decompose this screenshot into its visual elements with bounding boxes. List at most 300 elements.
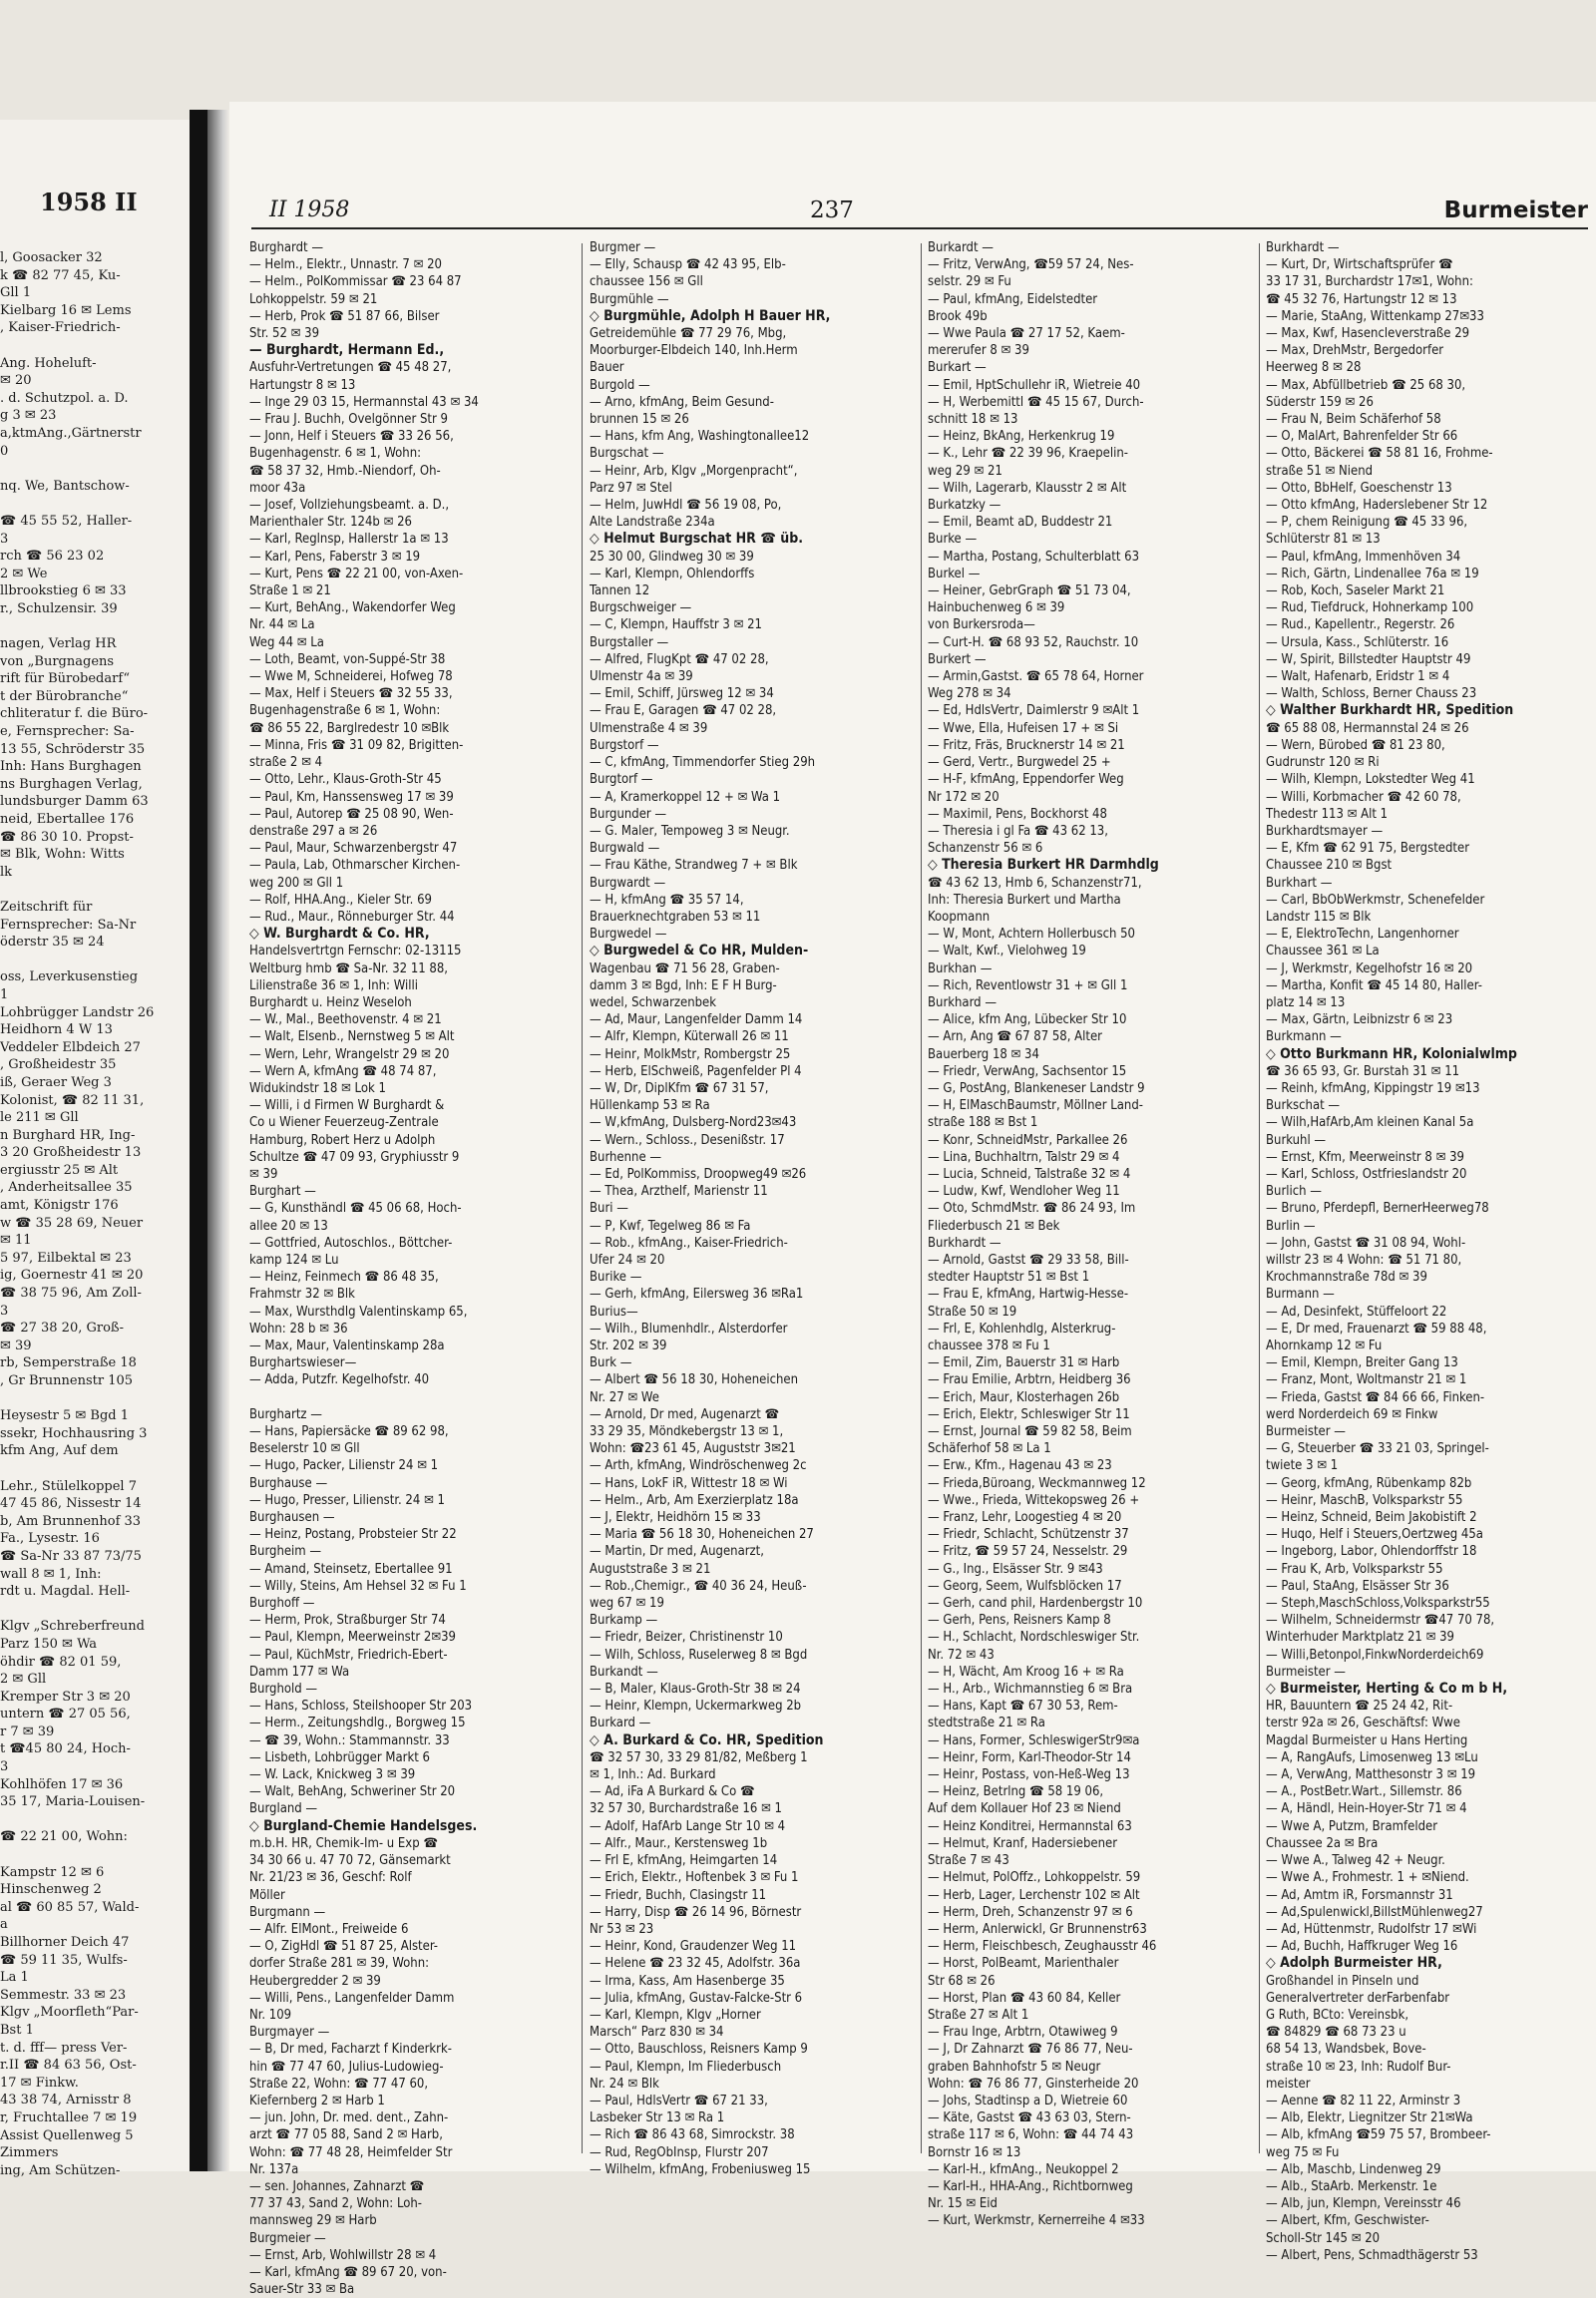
directory-entry: Straße 7 ✉ 43 [928, 1853, 1009, 1869]
directory-entry: — Gerh, cand phil, Hardenbergstr 10 [928, 1596, 1143, 1612]
directory-entry: — Georg, Seem, Wulfsblöcken 17 [928, 1578, 1122, 1594]
directory-entry: — Kurt, BehAng., Wakendorfer Weg [249, 600, 456, 616]
directory-entry: — H, kfmAng ☎ 35 57 14, [590, 892, 744, 908]
left-page-line: öhdir ☎ 82 01 59, [0, 1654, 122, 1670]
directory-entry: — Curt-H. ☎ 68 93 52, Rauchstr. 10 [928, 634, 1139, 650]
directory-entry: — Karl, Reglnsp, Hallerstr 1a ✉ 13 [249, 532, 449, 548]
directory-entry: — Ernst, Arb, Wohlwillstr 28 ✉ 4 [249, 2247, 437, 2263]
directory-entry: — Kurt, Dr, Wirtschaftsprüfer ☎ [1266, 257, 1453, 273]
directory-entry: — G, PostAng, Blankeneser Landstr 9 [928, 1080, 1145, 1096]
directory-columns [249, 239, 1591, 2298]
directory-entry: Lohkoppelstr. 59 ✉ 21 [249, 291, 378, 307]
directory-entry: — Max, Kwf, Hasencleverstraße 29 [1266, 326, 1470, 342]
directory-entry: — Hugo, Packer, Lilienstr 24 ✉ 1 [249, 1458, 439, 1474]
directory-entry: — Herm, Dreh, Schanzenstr 97 ✉ 6 [928, 1904, 1133, 1920]
surname-heading: Burkhardtsmayer — [1266, 823, 1384, 839]
directory-entry: — Karl-H., HHA-Ang., Richtbornweg [928, 2178, 1133, 2194]
directory-entry: — Frau Emilie, Arbtrn, Heidberg 36 [928, 1372, 1131, 1388]
directory-entry: — Rud., Maur., Rönneburger Str. 44 [249, 909, 455, 925]
surname-heading: Burkel — [928, 566, 981, 581]
directory-entry: allee 20 ✉ 13 [249, 1218, 328, 1234]
directory-entry: ◇ Burgland-Chemie Handelsges. [249, 1817, 478, 1834]
surname-heading: Burkhardt — [1266, 240, 1340, 255]
left-page-line: , Großheidestr 35 [0, 1057, 117, 1073]
directory-entry: — Alfred, FlugKpt ☎ 47 02 28, [590, 651, 769, 667]
left-page-line: Kolonist, ☎ 82 11 31, [0, 1092, 145, 1108]
directory-entry: — Erich, Maur, Klosterhagen 26b [928, 1389, 1120, 1405]
directory-entry: dorfer Straße 281 ✉ 39, Wohn: [249, 1956, 430, 1972]
directory-entry: — Gerh, Pens, Reisners Kamp 8 [928, 1613, 1111, 1629]
directory-entry: Str 68 ✉ 26 [928, 1973, 996, 1989]
directory-entry: — Frieda,Büroang, Weckmannweg 12 [928, 1475, 1146, 1491]
surname-heading: Burike — [590, 1270, 642, 1286]
directory-entry: Krochmannstraße 78d ✉ 39 [1266, 1270, 1427, 1286]
surname-heading: Burkhardt — [928, 1235, 1001, 1251]
directory-entry: brunnen 15 ✉ 26 [590, 412, 689, 428]
directory-entry: Schlüterstr 81 ✉ 13 [1266, 532, 1381, 548]
directory-entry: — Käte, Gastst ☎ 43 63 03, Stern- [928, 2110, 1131, 2126]
directory-entry: — Frl, E, Kohlenhdlg, Alsterkrug- [928, 1321, 1116, 1337]
left-page-line: Kremper Str 3 ✉ 20 [0, 1689, 131, 1705]
left-page-line: oss, Leverkusenstieg [0, 969, 139, 985]
directory-entry: straße 117 ✉ 6, Wohn: ☎ 44 74 43 [928, 2127, 1134, 2143]
surname-heading: Burk — [590, 1355, 632, 1371]
surname-heading: Burkart — [928, 360, 987, 376]
directory-entry: Getreidemühle ☎ 77 29 76, Mbg, [590, 326, 787, 342]
directory-entry: — Max, Gärtn, Leibnizstr 6 ✉ 23 [1266, 1012, 1453, 1028]
directory-entry: 25 30 00, Glindweg 30 ✉ 39 [590, 549, 754, 565]
surname-heading: Burlich — [1266, 1184, 1322, 1200]
directory-entry: — Huqo, Helf i Steuers,Oertzweg 45a [1266, 1527, 1483, 1543]
left-page-line: ✉ 20 [0, 373, 32, 389]
left-page-line: nagen, Verlag HR [0, 636, 117, 652]
directory-entry: — Rob.,Chemigr., ☎ 40 36 24, Heuß- [590, 1578, 807, 1594]
left-page-line: kfm Ang, Auf dem [0, 1443, 119, 1459]
directory-entry: Nr. 137a [249, 2161, 299, 2177]
directory-entry: — Frau K, Arb, Volksparkstr 55 [1266, 1561, 1443, 1577]
directory-entry: — Arn, Ang ☎ 67 87 58, Alter [928, 1029, 1102, 1045]
left-page-line: 2 ✉ We [0, 566, 48, 581]
directory-entry: ☎ 32 57 30, 33 29 81/82, Meßberg 1 [590, 1749, 808, 1765]
directory-entry: — W, Dr, DiplKfm ☎ 67 31 57, [590, 1080, 769, 1096]
directory-entry: — Lucia, Schneid, Talstraße 32 ✉ 4 [928, 1166, 1131, 1182]
surname-heading: Burgschat — [590, 446, 664, 462]
directory-entry: — Gottfried, Autoschlos., Böttcher- [249, 1235, 453, 1251]
directory-entry: — Arnold, Dr med, Augenarzt ☎ [590, 1406, 780, 1422]
directory-entry: — Theresia i gl Fa ☎ 43 62 13, [928, 823, 1108, 839]
left-page-line: k ☎ 82 77 45, Ku- [0, 267, 121, 283]
directory-entry: Ahornkamp 12 ✉ Fu [1266, 1339, 1383, 1353]
left-page-line: ☎ Sa-Nr 33 87 73/75 [0, 1548, 142, 1564]
directory-entry: — Arth, kfmAng, Windröschenweg 2c [590, 1458, 807, 1474]
directory-entry: — Ursula, Kass., Schlüterstr. 16 [1266, 634, 1449, 650]
left-page-line: w ☎ 35 28 69, Neuer [0, 1215, 144, 1231]
left-page-line: ☎ 86 30 10. Propst- [0, 829, 134, 845]
directory-entry: — Friedr, Buchh, Clasingstr 11 [590, 1887, 767, 1903]
directory-entry: — C, kfmAng, Timmendorfer Stieg 29h [590, 755, 816, 771]
directory-entry: Tannen 12 [590, 583, 650, 599]
directory-entry: — Ernst, Journal ☎ 59 82 58, Beim [928, 1424, 1132, 1440]
directory-entry: stedtstraße 21 ✉ Ra [928, 1716, 1045, 1731]
directory-entry: — Albert, Pens, Schmadthägerstr 53 [1266, 2247, 1478, 2263]
left-page-line: öderstr 35 ✉ 24 [0, 935, 105, 951]
directory-entry: ◇ A. Burkard & Co. HR, Spedition [590, 1731, 824, 1748]
directory-entry: — Rich, Reventlowstr 31 + ✉ Gll 1 [928, 977, 1128, 993]
left-page-line: , Anderheitsallee 35 [0, 1180, 133, 1196]
directory-entry: — Karl, kfmAng ☎ 89 67 20, von- [249, 2264, 447, 2280]
left-page-line: lundsburger Damm 63 [0, 794, 149, 810]
directory-entry: — Oto, SchmdMstr. ☎ 86 24 93, Im [928, 1201, 1136, 1217]
directory-entry: straße 10 ✉ 23, Inh: Rudolf Bur- [1266, 2059, 1451, 2075]
directory-entry: — Ingeborg, Labor, Ohlendorffstr 18 [1266, 1544, 1477, 1560]
directory-entry: — Horst, Plan ☎ 43 60 84, Keller [928, 1990, 1121, 2006]
directory-entry: ☎ 58 37 32, Hmb.-Niendorf, Oh- [249, 463, 441, 479]
directory-entry: Straße 27 ✉ Alt 1 [928, 2007, 1029, 2023]
left-page-line: Heysestr 5 ✉ Bgd 1 [0, 1408, 130, 1424]
directory-entry: — Paul, StaAng, Elsässer Str 36 [1266, 1578, 1449, 1594]
surname-heading: Burgmann — [249, 1904, 326, 1920]
surname-heading: Buri — [590, 1201, 628, 1217]
directory-entry: — ☎ 39, Wohn.: Stammannstr. 33 [249, 1732, 450, 1748]
surname-heading: Burgstaller — [590, 634, 669, 650]
directory-entry: — Minna, Fris ☎ 31 09 82, Brigitten- [249, 737, 464, 753]
directory-entry: — Wern, Bürobed ☎ 81 23 80, [1266, 737, 1445, 753]
left-page-line: Gll 1 [0, 285, 32, 301]
column-divider [582, 243, 583, 2153]
directory-entry: — H, Werbemittl ☎ 45 15 67, Durch- [928, 394, 1144, 410]
directory-entry: — Josef, Vollziehungsbeamt. a. D., [249, 498, 450, 514]
directory-entry: denstraße 297 a ✉ 26 [249, 823, 378, 839]
directory-entry: — Alfr. ElMont., Freiweide 6 [249, 1921, 409, 1937]
directory-entry: 34 30 66 u. 47 70 72, Gänsemarkt [249, 1853, 451, 1869]
left-page-line: al ☎ 60 85 57, Wald- [0, 1899, 140, 1915]
directory-entry: — Gerh, kfmAng, Eilersweg 36 ✉Ra1 [590, 1287, 804, 1303]
directory-entry: chaussee 156 ✉ Gll [590, 274, 703, 290]
directory-entry: Heerweg 8 ✉ 28 [1266, 360, 1362, 376]
directory-entry: — Konr, SchneidMstr, Parkallee 26 [928, 1132, 1128, 1148]
left-page-line: ✉ 11 [0, 1233, 32, 1249]
surname-heading: Burius— [590, 1304, 638, 1320]
left-page-line: Zimmers [0, 2145, 59, 2161]
directory-entry: — P, Kwf, Tegelweg 86 ✉ Fa [590, 1218, 751, 1234]
directory-entry: Lasbeker Str 13 ✉ Ra 1 [590, 2110, 725, 2126]
directory-entry: — Heinz, Postang, Probsteier Str 22 [249, 1527, 457, 1543]
directory-entry: — Otto kfmAng, Haderslebener Str 12 [1266, 498, 1488, 514]
left-page-line: ig, Goernestr 41 ✉ 20 [0, 1268, 144, 1284]
directory-entry: — B, Dr med, Facharzt f Kinderkrk- [249, 2042, 452, 2058]
directory-entry: — Fritz, Fräs, Brucknerstr 14 ✉ 21 [928, 737, 1125, 753]
directory-entry: — E, Dr med, Frauenarzt ☎ 59 88 48, [1266, 1321, 1487, 1337]
directory-entry: — Heinr, MaschB, Volksparkstr 55 [1266, 1492, 1463, 1508]
directory-entry: — Walt, Hafenarb, Eridstr 1 ✉ 4 [1266, 669, 1450, 685]
surname-heading: Burgwedel — [590, 927, 667, 943]
directory-entry: — Rob, Koch, Saseler Markt 21 [1266, 583, 1445, 599]
directory-entry: graben Bahnhofstr 5 ✉ Neugr [928, 2059, 1101, 2075]
directory-entry: — Armin,Gastst. ☎ 65 78 64, Horner [928, 669, 1144, 685]
directory-entry: mannsweg 29 ✉ Harb [249, 2213, 377, 2229]
left-page-line: g 3 ✉ 23 [0, 408, 57, 424]
left-page-line: rb, Semperstraße 18 [0, 1355, 137, 1371]
directory-entry: — Frieda, Gastst ☎ 84 66 66, Finken- [1266, 1389, 1485, 1405]
left-page-line: Kohlhöfen 17 ✉ 36 [0, 1776, 124, 1792]
directory-entry: — Helmut, PolOffz., Lohkoppelstr. 59 [928, 1870, 1141, 1886]
directory-entry: — Willi, Korbmacher ☎ 42 60 78, [1266, 789, 1461, 805]
directory-entry: — sen. Johannes, Zahnarzt ☎ [249, 2178, 425, 2194]
directory-entry: — Aenne ☎ 82 11 22, Arminstr 3 [1266, 2093, 1461, 2108]
directory-entry: Wohn: ☎ 76 86 77, Ginsterheide 20 [928, 2076, 1139, 2092]
directory-entry: — Jonn, Helf i Steuers ☎ 33 26 56, [249, 429, 454, 445]
directory-entry: — H., Arb., Wichmannstieg 6 ✉ Bra [928, 1682, 1133, 1698]
directory-entry: — Heinr, Form, Karl-Theodor-Str 14 [928, 1749, 1131, 1765]
directory-entry: — John, Gastst ☎ 31 08 94, Wohl- [1266, 1235, 1466, 1251]
left-page-line: Inh: Hans Burghagen [0, 759, 142, 775]
left-page-line: 2 ✉ Gll [0, 1672, 47, 1688]
directory-entry: m.b.H. HR, Chemik-Im- u Exp ☎ [249, 1835, 438, 1851]
directory-entry: Großhandel in Pinseln und [1266, 1973, 1419, 1989]
directory-entry: — Paul, Klempn, Meerweinstr 2✉39 [249, 1630, 456, 1646]
directory-entry: Handelsvertrtgn Fernschr: 02-13115 [249, 944, 462, 959]
directory-entry: — Adolf, HafArb Lange Str 10 ✉ 4 [590, 1818, 786, 1834]
directory-entry: — G, Steuerber ☎ 33 21 03, Springel- [1266, 1441, 1489, 1457]
directory-entry: Alte Landstraße 234a [590, 515, 715, 531]
directory-entry: Straße 50 ✉ 19 [928, 1304, 1017, 1320]
directory-entry: — Otto, Bäckerei ☎ 58 81 16, Frohme- [1266, 446, 1493, 462]
directory-entry: — Lina, Buchhaltrn, Talstr 29 ✉ 4 [928, 1149, 1120, 1165]
directory-entry: — Helm, JuwHdl ☎ 56 19 08, Po, [590, 498, 782, 514]
left-page-line: Billhorner Deich 47 [0, 1935, 130, 1950]
surname-heading: Burmeister — [1266, 1664, 1346, 1680]
directory-entry: Magdal Burmeister u Hans Herting [1266, 1732, 1468, 1748]
directory-entry: — Kurt, Werkmstr, Kernerreihe 4 ✉33 [928, 2213, 1145, 2229]
directory-entry: — P, chem Reinigung ☎ 45 33 96, [1266, 515, 1468, 531]
directory-entry: 33 17 31, Burchardstr 17✉1, Wohn: [1266, 274, 1473, 290]
directory-entry: — Helm., Elektr., Unnastr. 7 ✉ 20 [249, 257, 442, 273]
left-page-line: 13 55, Schröderstr 35 [0, 741, 146, 757]
directory-entry: — Helmut, Kranf, Hadersiebener [928, 1835, 1118, 1851]
left-page-line: 1 [0, 986, 9, 1002]
directory-entry: — Erich, Elektr., Hoftenbek 3 ✉ Fu 1 [590, 1870, 799, 1886]
directory-entry: Fliederbusch 21 ✉ Bek [928, 1218, 1060, 1234]
left-page-line: b, Am Brunnenhof 33 [0, 1513, 142, 1529]
directory-entry: Straße 1 ✉ 21 [249, 583, 331, 599]
left-page-line: ns Burghagen Verlag, [0, 776, 143, 792]
surname-heading: Burgmayer — [249, 2025, 330, 2041]
directory-entry: — Amand, Steinsetz, Ebertallee 91 [249, 1561, 453, 1577]
directory-entry: — W. Lack, Knickweg 3 ✉ 39 [249, 1767, 416, 1783]
directory-entry: — Karl, Klempn, Ohlendorffs [590, 566, 755, 581]
directory-entry: — Wilh,HafArb,Am kleinen Kanal 5a [1266, 1115, 1474, 1131]
directory-entry: ☎ 84829 ☎ 68 73 23 u [1266, 2025, 1406, 2041]
directory-entry: Heubergredder 2 ✉ 39 [249, 1973, 381, 1989]
left-page-line: Kielbarg 16 ✉ Lems [0, 302, 132, 318]
left-page-line: iß, Geraer Weg 3 [0, 1074, 112, 1090]
directory-entry: ◇ Theresia Burkert HR Darmhdlg [928, 857, 1159, 874]
directory-entry: Marienthaler Str. 124b ✉ 26 [249, 515, 412, 531]
directory-entry: — Ed, HdlsVertr, Daimlerstr 9 ✉Alt 1 [928, 703, 1140, 719]
directory-entry: Brook 49b [928, 308, 988, 324]
surname-heading: Burkhard — [928, 994, 998, 1010]
column-divider [1259, 243, 1260, 2153]
directory-entry: terstr 92a ✉ 26, Geschäftsf: Wwe [1266, 1716, 1460, 1731]
directory-entry: twiete 3 ✉ 1 [1266, 1458, 1339, 1474]
directory-entry: — Horst, PolBeamt, Marienthaler [928, 1956, 1119, 1972]
directory-entry: — Heiner, GebrGraph ☎ 51 73 04, [928, 583, 1131, 599]
directory-entry: Bornstr 16 ✉ 13 [928, 2144, 1021, 2160]
surname-heading: Burgwald — [590, 841, 660, 857]
left-page-line: lk [0, 864, 13, 880]
directory-entry: Chaussee 2a ✉ Bra [1266, 1835, 1379, 1851]
left-page-header: 1958 II [40, 188, 138, 216]
left-page-line: nq. We, Bantschow- [0, 478, 130, 494]
left-page-line: a [0, 1917, 8, 1933]
directory-entry: — W,kfmAng, Dulsberg-Nord23✉43 [590, 1115, 797, 1131]
directory-entry: — Emil, HptSchullehr iR, Wietreie 40 [928, 377, 1141, 393]
column-1 [249, 239, 574, 2298]
left-page-line [0, 952, 190, 969]
directory-entry: — G., Ing., Elsässer Str. 9 ✉43 [928, 1561, 1103, 1577]
left-page-line: Zeitschrift für [0, 899, 93, 915]
directory-entry: — Maria ☎ 56 18 30, Hoheneichen 27 [590, 1527, 814, 1543]
directory-entry: — Frau J. Buchh, Ovelgönner Str 9 [249, 412, 448, 428]
directory-entry: kamp 124 ✉ Lu [249, 1252, 339, 1268]
left-page-line [0, 617, 190, 635]
left-page-line: 0 [0, 443, 9, 459]
directory-entry: — Irma, Kass, Am Hasenberge 35 [590, 1973, 785, 1989]
directory-entry: — C, Klempn, Hauffstr 3 ✉ 21 [590, 617, 762, 633]
directory-entry: weg 29 ✉ 21 [928, 463, 1002, 479]
directory-entry: — Frau E, Garagen ☎ 47 02 28, [590, 703, 777, 719]
directory-entry: — Ed, PolKommiss, Droopweg49 ✉26 [590, 1166, 807, 1182]
directory-entry: — Paul, KüchMstr, Friedrich-Ebert- [249, 1647, 448, 1663]
directory-entry: — G. Maler, Tempoweg 3 ✉ Neugr. [590, 823, 790, 839]
directory-entry: — J, Werkmstr, Kegelhofstr 16 ✉ 20 [1266, 960, 1473, 976]
directory-entry: Nr. 15 ✉ Eid [928, 2196, 998, 2212]
surname-heading: Burghause — [249, 1475, 328, 1491]
directory-entry: — Wwe A., Frohmestr. 1 + ✉Niend. [1266, 1870, 1469, 1886]
surname-heading: Burghoff — [249, 1596, 315, 1612]
directory-entry: — Max, DrehMstr, Bergedorfer [1266, 343, 1444, 359]
directory-entry: ◇ Burgwedel & Co HR, Mulden- [590, 943, 809, 959]
directory-entry: Bugenhagenstr. 6 ✉ 1, Wohn: [249, 446, 422, 462]
directory-entry: — B, Maler, Klaus-Groth-Str 38 ✉ 24 [590, 1682, 801, 1698]
surname-heading: Burmann — [1266, 1287, 1335, 1303]
directory-entry: Nr. 72 ✉ 43 [928, 1647, 995, 1663]
left-page-line [0, 495, 190, 513]
directory-entry: Brauerknechtgraben 53 ✉ 11 [590, 909, 761, 925]
left-page-line: 43 38 74, Arnisstr 8 [0, 2093, 132, 2108]
directory-entry: ✉ 1, Inh.: Ad. Burkard [590, 1767, 716, 1783]
directory-entry: — Willy, Steins, Am Hehsel 32 ✉ Fu 1 [249, 1578, 467, 1594]
directory-entry: — Steph,MaschSchloss,Volksparkstr55 [1266, 1596, 1490, 1612]
surname-heading: Burmeister — [1266, 1424, 1346, 1440]
directory-entry: — Albert ☎ 56 18 30, Hoheneichen [590, 1372, 799, 1388]
directory-entry: Straße 22, Wohn: ☎ 77 47 60, [249, 2076, 429, 2092]
directory-entry: — Heinr, Kond, Graudenzer Weg 11 [590, 1939, 797, 1955]
directory-entry: — Rolf, HHA.Ang., Kieler Str. 69 [249, 892, 432, 908]
directory-entry: Nr. 44 ✉ La [249, 617, 315, 633]
directory-entry: — Emil, Zim, Bauerstr 31 ✉ Harb [928, 1355, 1120, 1371]
directory-entry: Süderstr 159 ✉ 26 [1266, 394, 1374, 410]
directory-entry: — Georg, kfmAng, Rübenkamp 82b [1266, 1475, 1472, 1491]
directory-entry: Hamburg, Robert Herz u Adolph [249, 1132, 436, 1148]
directory-entry: — Friedr, Schlacht, Schützenstr 37 [928, 1527, 1129, 1543]
directory-entry: 68 54 13, Wandsbek, Bove- [1266, 2042, 1426, 2058]
left-page-line: Bst 1 [0, 2022, 34, 2038]
directory-entry: — Walt, BehAng, Schweriner Str 20 [249, 1784, 456, 1800]
directory-entry: HR, Bauuntern ☎ 25 24 42, Rit- [1266, 1699, 1453, 1715]
directory-entry: — Wilh, Klempn, Lokstedter Weg 41 [1266, 772, 1475, 788]
left-page-line: ☎ 27 38 20, Groß- [0, 1321, 124, 1337]
left-page-line: rch ☎ 56 23 02 [0, 549, 105, 565]
directory-entry: — Franz, Mont, Woltmanstr 21 ✉ 1 [1266, 1372, 1467, 1388]
directory-entry: Thedestr 113 ✉ Alt 1 [1266, 806, 1389, 822]
left-page-line: , Kaiser-Friedrich- [0, 320, 121, 336]
directory-entry: Auguststraße 3 ✉ 21 [590, 1561, 711, 1577]
left-page-line: t ☎45 80 24, Hoch- [0, 1741, 131, 1757]
directory-entry: — Friedr, Beizer, Christinenstr 10 [590, 1630, 783, 1646]
left-page-line: 3 [0, 1303, 9, 1319]
surname-heading: Burgtorf — [590, 772, 653, 788]
directory-entry: Landstr 115 ✉ Blk [1266, 909, 1372, 925]
directory-entry: — Heinr, Arb, Klgv „Morgenpracht“, [590, 463, 798, 479]
surname-heading: Burghartz — [249, 1406, 322, 1422]
directory-entry: — Paula, Lab, Othmarscher Kirchen- [249, 858, 461, 874]
directory-entry: — Walt, Kwf., Vielohweg 19 [928, 944, 1086, 959]
left-page-line: t. d. fff— press Ver- [0, 2040, 128, 2056]
directory-entry: — Rich ☎ 86 43 68, Simrockstr. 38 [590, 2127, 795, 2143]
directory-entry: — E, Kfm ☎ 62 91 75, Bergstedter [1266, 841, 1470, 857]
directory-entry: weg 75 ✉ Fu [1266, 2144, 1340, 2160]
directory-entry: Str. 52 ✉ 39 [249, 326, 320, 342]
left-page-line: ☎ 59 11 35, Wulfs- [0, 1952, 128, 1968]
directory-entry: — jun. John, Dr. med. dent., Zahn- [249, 2110, 449, 2126]
directory-entry: Parz 97 ✉ Stel [590, 480, 672, 496]
directory-entry: chaussee 378 ✉ Fu 1 [928, 1339, 1050, 1353]
directory-entry: — Kurt, Pens ☎ 22 21 00, von-Axen- [249, 566, 464, 581]
left-page-line [0, 881, 190, 899]
directory-entry: — Heinr, MolkMstr, Rombergstr 25 [590, 1046, 791, 1062]
directory-entry: — Hans, kfm Ang, Washingtonallee12 [590, 429, 810, 445]
left-page-line: 3 [0, 1759, 9, 1775]
page-number: 237 [810, 197, 854, 223]
directory-entry: — Heinz, BkAng, Herkenkrug 19 [928, 429, 1115, 445]
directory-entry: — Inge 29 03 15, Hermannstal 43 ✉ 34 [249, 394, 479, 410]
directory-entry: Chaussee 210 ✉ Bgst [1266, 858, 1393, 874]
directory-entry: — Wilh, Lagerarb, Klausstr 2 ✉ Alt [928, 480, 1127, 496]
directory-entry: — A, Händl, Hein-Hoyer-Str 71 ✉ 4 [1266, 1801, 1467, 1817]
directory-entry: — K., Lehr ☎ 22 39 96, Kraepelin- [928, 446, 1129, 462]
directory-entry: — Ad, iFa A Burkard & Co ☎ [590, 1784, 755, 1800]
directory-entry: meister [1266, 2076, 1311, 2092]
directory-entry: — Paul, Klempn, Im Fliederbusch [590, 2059, 782, 2075]
left-page-line: chliteratur f. die Büro- [0, 706, 149, 722]
surname-heading: Burghausen — [249, 1510, 335, 1526]
left-page-line: Assist Quellenweg 5 [0, 2127, 134, 2143]
left-page-line: 3 20 Großheidestr 13 [0, 1145, 142, 1161]
left-page-line: Ang. Hoheluft- [0, 355, 97, 371]
directory-entry: — A, VerwAng, Matthesonstr 3 ✉ 19 [1266, 1767, 1476, 1783]
directory-entry: — Burghardt, Hermann Ed., [249, 342, 445, 359]
directory-entry: — Alice, kfm Ang, Lübecker Str 10 [928, 1012, 1127, 1028]
directory-entry: — Karl, Schloss, Ostfrieslandstr 20 [1266, 1166, 1467, 1182]
left-page-line: Klgv „Schreberfreund [0, 1619, 145, 1635]
left-page-line: amt, Königstr 176 [0, 1198, 119, 1214]
directory-entry: — Reinh, kfmAng, Kippingstr 19 ✉13 [1266, 1080, 1480, 1096]
directory-entry: — Gerd, Vertr., Burgwedel 25 + [928, 755, 1111, 771]
directory-entry: Co u Wiener Feuerzeug-Zentrale [249, 1115, 439, 1131]
directory-entry: — Walt, Elsenb., Nernstweg 5 ✉ Alt [249, 1029, 455, 1045]
directory-entry: Schäferhof 58 ✉ La 1 [928, 1441, 1051, 1457]
